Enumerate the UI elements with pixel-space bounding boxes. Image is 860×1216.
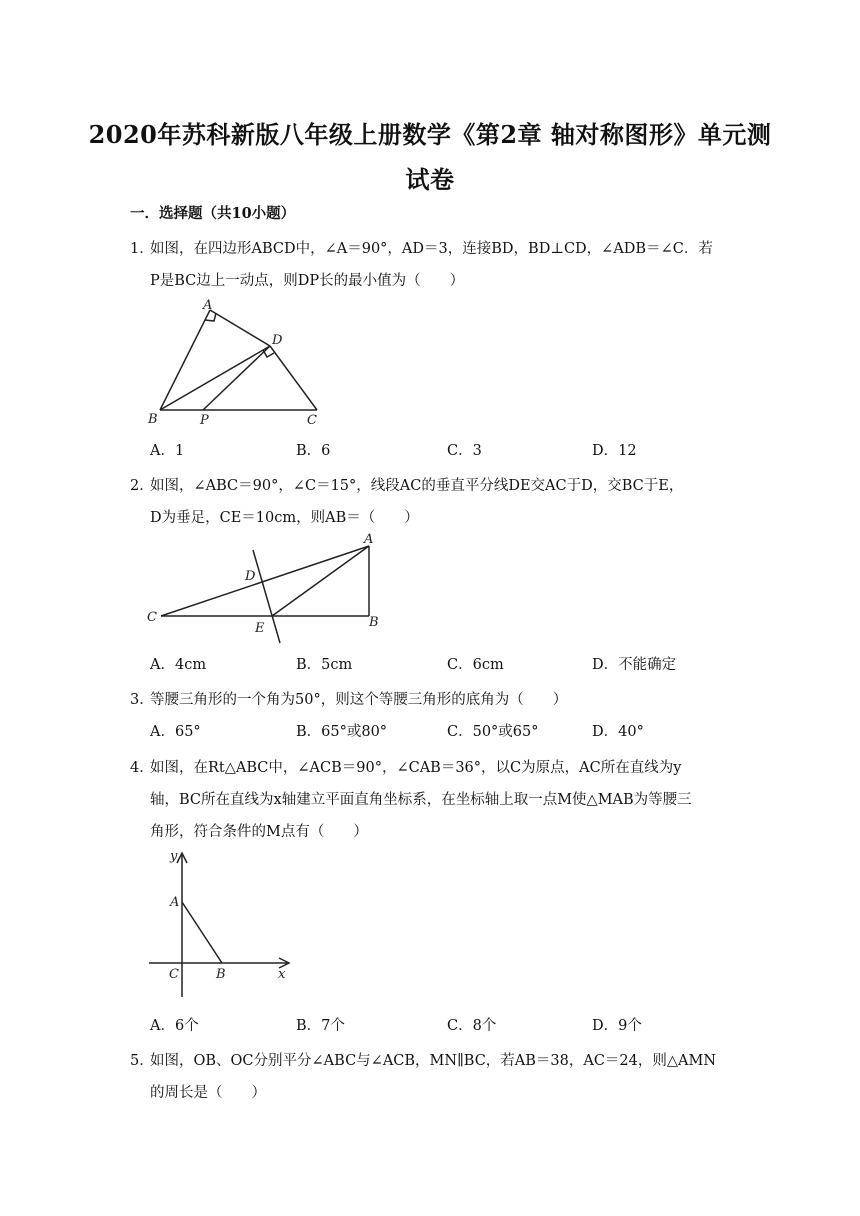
question-2-option-c[interactable]: C．6cm (447, 657, 504, 673)
figure-label-c: C (307, 413, 317, 428)
figure-label-a: A (170, 895, 180, 910)
question-3-option-b[interactable]: B．65°或80° (296, 724, 388, 740)
section-heading: 一．选择题（共10小题） (130, 205, 296, 222)
question-4-number: 4． (130, 760, 154, 776)
question-2-option-d[interactable]: D．不能确定 (592, 657, 677, 673)
question-3-line-1: 等腰三角形的一个角为50°，则这个等腰三角形的底角为（ ） (150, 692, 568, 708)
question-5-line-2: 的周长是（ ） (150, 1085, 266, 1101)
question-2-option-b[interactable]: B．5cm (296, 657, 353, 673)
question-4-line-3: 角形，符合条件的M点有（ ） (150, 824, 368, 840)
figure-label-y: y (170, 849, 178, 864)
question-4-option-d[interactable]: D．9个 (592, 1018, 642, 1034)
question-3-option-a[interactable]: A．65° (150, 724, 201, 740)
figure-label-b: B (148, 412, 158, 427)
question-4-option-c[interactable]: C．8个 (447, 1018, 497, 1034)
figure-label-c: C (147, 610, 157, 625)
question-2-option-a[interactable]: A．4cm (150, 657, 207, 673)
question-1-figure (145, 298, 330, 430)
edge-ca (161, 546, 369, 616)
question-3-option-d[interactable]: D．40° (592, 724, 644, 740)
edge-ad (210, 310, 270, 346)
question-5-line-1: 如图，OB、OC分别平分∠ABC与∠ACB，MN∥BC，若AB＝38，AC＝24，则△AMN (150, 1053, 717, 1069)
question-1-number: 1． (130, 241, 154, 257)
question-1-line-1: 如图，在四边形ABCD中，∠A＝90°，AD＝3，连接BD，BD⊥CD，∠ADB＝∠C．若 (150, 241, 713, 257)
edge-dc (270, 346, 317, 410)
question-2-line-2: D为垂足，CE＝10cm，则AB＝（ ） (150, 510, 419, 526)
segment-ae (272, 546, 369, 616)
question-4-line-2: 轴，BC所在直线为x轴建立平面直角坐标系，在坐标轴上取一点M使△MAB为等腰三 (150, 792, 692, 808)
figure-label-c: C (169, 967, 179, 982)
figure-label-x: x (278, 967, 286, 982)
question-2-line-1: 如图，∠ABC＝90°，∠C＝15°，线段AC的垂直平分线DE交AC于D，交BC于E， (150, 478, 684, 494)
paper-title-line-2: 试卷 (405, 165, 455, 194)
figure-label-a: A (364, 532, 374, 547)
question-4-figure (145, 845, 295, 1003)
figure-label-d: D (272, 333, 283, 348)
question-4-option-b[interactable]: B．7个 (296, 1018, 345, 1034)
edge-ab (182, 902, 222, 963)
question-1-option-d[interactable]: D．12 (592, 443, 637, 459)
figure-label-d: D (245, 569, 256, 584)
segment-dp (203, 346, 270, 410)
question-2-number: 2． (130, 478, 154, 494)
figure-label-e: E (255, 621, 265, 636)
question-3-number: 3． (130, 692, 154, 708)
figure-label-p: P (200, 413, 209, 428)
question-3-option-c[interactable]: C．50°或65° (447, 724, 539, 740)
question-1-line-2: P是BC边上一动点，则DP长的最小值为（ ） (150, 273, 465, 289)
paper-title-line-1: 2020年苏科新版八年级上册数学《第2章 轴对称图形》单元测 (88, 120, 772, 149)
question-5-number: 5． (130, 1053, 154, 1069)
figure-label-b: B (369, 615, 379, 630)
question-4-option-a[interactable]: A．6个 (150, 1018, 199, 1034)
question-4-line-1: 如图，在Rt△ABC中，∠ACB＝90°，∠CAB＝36°，以C为原点，AC所在直线为y (150, 760, 682, 776)
question-1-option-b[interactable]: B．6 (296, 443, 331, 459)
figure-label-b: B (216, 967, 226, 982)
figure-label-a: A (203, 298, 213, 313)
question-1-option-a[interactable]: A．1 (150, 443, 185, 459)
question-2-figure (145, 528, 385, 646)
question-1-option-c[interactable]: C．3 (447, 443, 482, 459)
